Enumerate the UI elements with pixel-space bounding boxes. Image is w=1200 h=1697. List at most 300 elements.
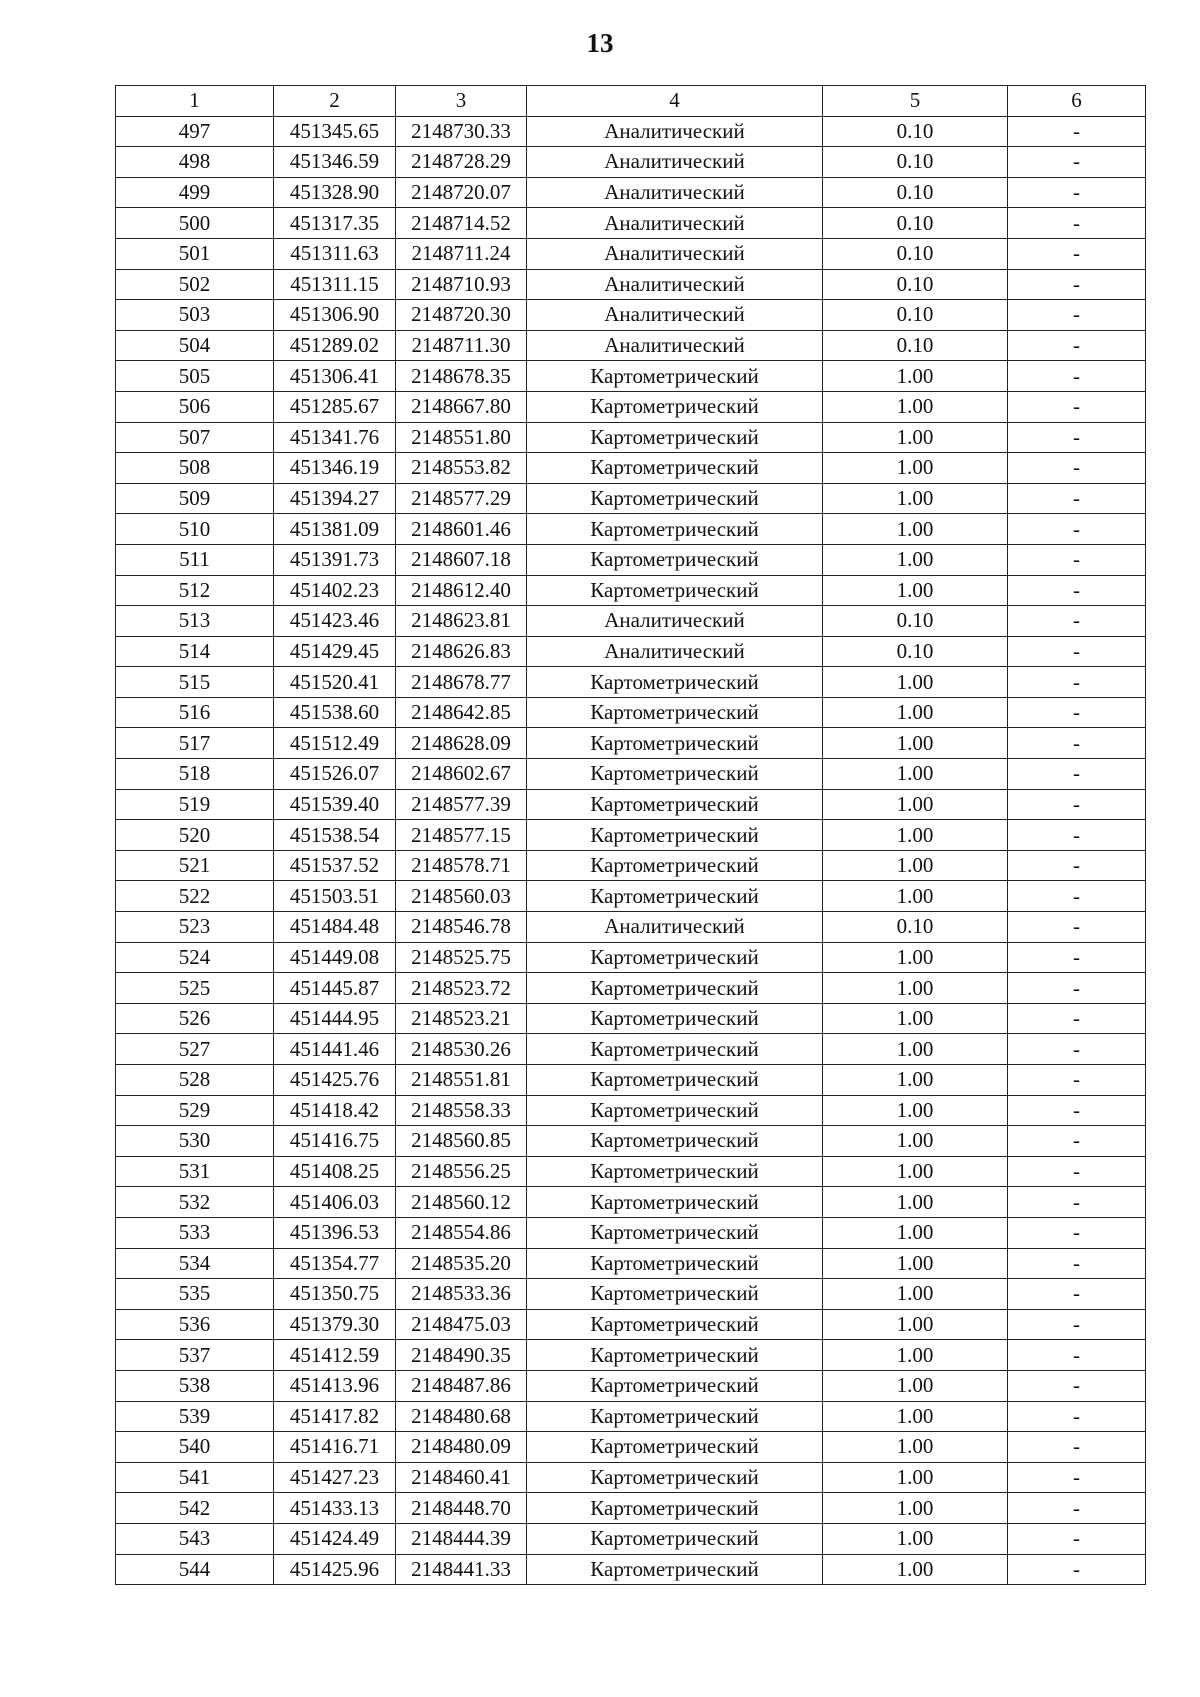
method-cell: Аналитический [527,208,823,239]
method-cell: Картометрический [527,1034,823,1065]
note-cell: - [1008,850,1146,881]
point-number-cell: 504 [116,330,274,361]
method-cell: Картометрический [527,973,823,1004]
accuracy-cell: 1.00 [823,391,1008,422]
table-row [116,1217,1146,1248]
method-cell: Картометрический [527,1126,823,1157]
method-cell: Картометрический [527,820,823,851]
point-number-cell: 529 [116,1095,274,1126]
accuracy-cell: 0.10 [823,636,1008,667]
accuracy-cell: 1.00 [823,422,1008,453]
note-cell: - [1008,269,1146,300]
point-number-cell: 542 [116,1493,274,1524]
point-number-cell: 501 [116,238,274,269]
accuracy-cell: 1.00 [823,759,1008,790]
table-row [116,330,1146,361]
note-cell: - [1008,453,1146,484]
column-header-2: 2 [274,86,396,117]
note-cell: - [1008,177,1146,208]
x-coordinate-cell: 451285.67 [274,391,396,422]
x-coordinate-cell: 451394.27 [274,483,396,514]
method-cell: Картометрический [527,759,823,790]
y-coordinate-cell: 2148535.20 [396,1248,527,1279]
accuracy-cell: 1.00 [823,697,1008,728]
table-row [116,177,1146,208]
accuracy-cell: 1.00 [823,1309,1008,1340]
table-row [116,1034,1146,1065]
point-number-cell: 525 [116,973,274,1004]
method-cell: Картометрический [527,391,823,422]
table-row [116,391,1146,422]
table-row [116,1309,1146,1340]
point-number-cell: 527 [116,1034,274,1065]
x-coordinate-cell: 451406.03 [274,1187,396,1218]
y-coordinate-cell: 2148678.35 [396,361,527,392]
coordinates-table [115,85,1146,1585]
method-cell: Аналитический [527,912,823,943]
note-cell: - [1008,1493,1146,1524]
y-coordinate-cell: 2148551.81 [396,1065,527,1096]
x-coordinate-cell: 451346.59 [274,147,396,178]
table-row [116,942,1146,973]
point-number-cell: 505 [116,361,274,392]
x-coordinate-cell: 451423.46 [274,606,396,637]
accuracy-cell: 0.10 [823,912,1008,943]
point-number-cell: 507 [116,422,274,453]
accuracy-cell: 1.00 [823,1493,1008,1524]
note-cell: - [1008,728,1146,759]
table-row [116,1095,1146,1126]
accuracy-cell: 0.10 [823,116,1008,147]
point-number-cell: 523 [116,912,274,943]
note-cell: - [1008,483,1146,514]
table-body [116,116,1146,1585]
method-cell: Картометрический [527,789,823,820]
y-coordinate-cell: 2148480.09 [396,1432,527,1463]
point-number-cell: 526 [116,1003,274,1034]
table-row [116,850,1146,881]
y-coordinate-cell: 2148711.30 [396,330,527,361]
accuracy-cell: 1.00 [823,1248,1008,1279]
point-number-cell: 522 [116,881,274,912]
point-number-cell: 506 [116,391,274,422]
note-cell: - [1008,820,1146,851]
accuracy-cell: 1.00 [823,1095,1008,1126]
y-coordinate-cell: 2148441.33 [396,1554,527,1585]
point-number-cell: 502 [116,269,274,300]
note-cell: - [1008,422,1146,453]
method-cell: Картометрический [527,544,823,575]
x-coordinate-cell: 451402.23 [274,575,396,606]
x-coordinate-cell: 451328.90 [274,177,396,208]
x-coordinate-cell: 451444.95 [274,1003,396,1034]
note-cell: - [1008,391,1146,422]
note-cell: - [1008,1462,1146,1493]
table-header [116,86,1146,117]
x-coordinate-cell: 451537.52 [274,850,396,881]
note-cell: - [1008,1126,1146,1157]
table-row [116,1401,1146,1432]
accuracy-cell: 1.00 [823,1523,1008,1554]
method-cell: Картометрический [527,850,823,881]
table-row [116,759,1146,790]
point-number-cell: 499 [116,177,274,208]
y-coordinate-cell: 2148577.39 [396,789,527,820]
method-cell: Аналитический [527,116,823,147]
method-cell: Аналитический [527,606,823,637]
x-coordinate-cell: 451317.35 [274,208,396,239]
point-number-cell: 497 [116,116,274,147]
note-cell: - [1008,147,1146,178]
method-cell: Картометрический [527,697,823,728]
note-cell: - [1008,1432,1146,1463]
note-cell: - [1008,1279,1146,1310]
accuracy-cell: 1.00 [823,789,1008,820]
method-cell: Картометрический [527,1003,823,1034]
method-cell: Картометрический [527,514,823,545]
method-cell: Картометрический [527,728,823,759]
table-row [116,238,1146,269]
y-coordinate-cell: 2148601.46 [396,514,527,545]
point-number-cell: 533 [116,1217,274,1248]
y-coordinate-cell: 2148490.35 [396,1340,527,1371]
x-coordinate-cell: 451345.65 [274,116,396,147]
note-cell: - [1008,300,1146,331]
point-number-cell: 503 [116,300,274,331]
table-row [116,422,1146,453]
column-header-6: 6 [1008,86,1146,117]
y-coordinate-cell: 2148714.52 [396,208,527,239]
y-coordinate-cell: 2148487.86 [396,1370,527,1401]
method-cell: Картометрический [527,1279,823,1310]
y-coordinate-cell: 2148553.82 [396,453,527,484]
accuracy-cell: 1.00 [823,1156,1008,1187]
point-number-cell: 528 [116,1065,274,1096]
y-coordinate-cell: 2148728.29 [396,147,527,178]
y-coordinate-cell: 2148720.07 [396,177,527,208]
accuracy-cell: 1.00 [823,1279,1008,1310]
table-row [116,116,1146,147]
method-cell: Картометрический [527,1156,823,1187]
x-coordinate-cell: 451289.02 [274,330,396,361]
point-number-cell: 518 [116,759,274,790]
table-row [116,1065,1146,1096]
table-row [116,1370,1146,1401]
x-coordinate-cell: 451416.71 [274,1432,396,1463]
x-coordinate-cell: 451445.87 [274,973,396,1004]
y-coordinate-cell: 2148554.86 [396,1217,527,1248]
accuracy-cell: 0.10 [823,147,1008,178]
note-cell: - [1008,238,1146,269]
y-coordinate-cell: 2148730.33 [396,116,527,147]
y-coordinate-cell: 2148711.24 [396,238,527,269]
x-coordinate-cell: 451418.42 [274,1095,396,1126]
x-coordinate-cell: 451381.09 [274,514,396,545]
accuracy-cell: 1.00 [823,1034,1008,1065]
table-row [116,606,1146,637]
y-coordinate-cell: 2148523.72 [396,973,527,1004]
x-coordinate-cell: 451424.49 [274,1523,396,1554]
y-coordinate-cell: 2148623.81 [396,606,527,637]
table-row [116,208,1146,239]
point-number-cell: 531 [116,1156,274,1187]
note-cell: - [1008,1187,1146,1218]
y-coordinate-cell: 2148556.25 [396,1156,527,1187]
method-cell: Аналитический [527,269,823,300]
note-cell: - [1008,881,1146,912]
accuracy-cell: 0.10 [823,208,1008,239]
x-coordinate-cell: 451311.63 [274,238,396,269]
accuracy-cell: 1.00 [823,361,1008,392]
x-coordinate-cell: 451391.73 [274,544,396,575]
method-cell: Картометрический [527,1217,823,1248]
table-row [116,1279,1146,1310]
y-coordinate-cell: 2148558.33 [396,1095,527,1126]
x-coordinate-cell: 451413.96 [274,1370,396,1401]
table-row [116,575,1146,606]
y-coordinate-cell: 2148628.09 [396,728,527,759]
note-cell: - [1008,1217,1146,1248]
y-coordinate-cell: 2148667.80 [396,391,527,422]
table-row [116,1493,1146,1524]
point-number-cell: 512 [116,575,274,606]
table-row [116,636,1146,667]
y-coordinate-cell: 2148678.77 [396,667,527,698]
note-cell: - [1008,116,1146,147]
note-cell: - [1008,789,1146,820]
point-number-cell: 524 [116,942,274,973]
table-row [116,1462,1146,1493]
x-coordinate-cell: 451425.96 [274,1554,396,1585]
method-cell: Картометрический [527,942,823,973]
y-coordinate-cell: 2148560.12 [396,1187,527,1218]
table-row [116,697,1146,728]
accuracy-cell: 0.10 [823,330,1008,361]
coordinates-table-container [115,85,1145,1585]
accuracy-cell: 1.00 [823,850,1008,881]
x-coordinate-cell: 451396.53 [274,1217,396,1248]
y-coordinate-cell: 2148612.40 [396,575,527,606]
table-row [116,881,1146,912]
point-number-cell: 516 [116,697,274,728]
y-coordinate-cell: 2148444.39 [396,1523,527,1554]
point-number-cell: 536 [116,1309,274,1340]
table-row [116,514,1146,545]
y-coordinate-cell: 2148607.18 [396,544,527,575]
point-number-cell: 534 [116,1248,274,1279]
note-cell: - [1008,606,1146,637]
x-coordinate-cell: 451512.49 [274,728,396,759]
x-coordinate-cell: 451538.60 [274,697,396,728]
x-coordinate-cell: 451306.41 [274,361,396,392]
point-number-cell: 517 [116,728,274,759]
x-coordinate-cell: 451484.48 [274,912,396,943]
method-cell: Картометрический [527,667,823,698]
y-coordinate-cell: 2148523.21 [396,1003,527,1034]
table-row [116,912,1146,943]
y-coordinate-cell: 2148448.70 [396,1493,527,1524]
note-cell: - [1008,208,1146,239]
page-number: 13 [586,28,614,58]
y-coordinate-cell: 2148525.75 [396,942,527,973]
note-cell: - [1008,1401,1146,1432]
x-coordinate-cell: 451425.76 [274,1065,396,1096]
note-cell: - [1008,514,1146,545]
point-number-cell: 543 [116,1523,274,1554]
method-cell: Картометрический [527,1554,823,1585]
table-row [116,1340,1146,1371]
point-number-cell: 535 [116,1279,274,1310]
accuracy-cell: 1.00 [823,1003,1008,1034]
method-cell: Аналитический [527,147,823,178]
table-row [116,1432,1146,1463]
accuracy-cell: 0.10 [823,606,1008,637]
column-header-3: 3 [396,86,527,117]
y-coordinate-cell: 2148720.30 [396,300,527,331]
y-coordinate-cell: 2148475.03 [396,1309,527,1340]
note-cell: - [1008,759,1146,790]
accuracy-cell: 1.00 [823,1462,1008,1493]
x-coordinate-cell: 451538.54 [274,820,396,851]
table-row [116,453,1146,484]
accuracy-cell: 1.00 [823,1340,1008,1371]
accuracy-cell: 1.00 [823,1370,1008,1401]
table-row [116,1554,1146,1585]
point-number-cell: 538 [116,1370,274,1401]
accuracy-cell: 1.00 [823,1217,1008,1248]
method-cell: Картометрический [527,575,823,606]
note-cell: - [1008,1095,1146,1126]
point-number-cell: 520 [116,820,274,851]
accuracy-cell: 1.00 [823,1126,1008,1157]
column-header-4: 4 [527,86,823,117]
point-number-cell: 539 [116,1401,274,1432]
x-coordinate-cell: 451412.59 [274,1340,396,1371]
table-row [116,789,1146,820]
method-cell: Картометрический [527,361,823,392]
x-coordinate-cell: 451503.51 [274,881,396,912]
accuracy-cell: 1.00 [823,973,1008,1004]
accuracy-cell: 1.00 [823,1432,1008,1463]
accuracy-cell: 0.10 [823,238,1008,269]
table-row [116,1003,1146,1034]
accuracy-cell: 0.10 [823,269,1008,300]
table-row [116,1156,1146,1187]
accuracy-cell: 1.00 [823,667,1008,698]
x-coordinate-cell: 451539.40 [274,789,396,820]
table-row [116,973,1146,1004]
x-coordinate-cell: 451346.19 [274,453,396,484]
point-number-cell: 521 [116,850,274,881]
x-coordinate-cell: 451441.46 [274,1034,396,1065]
x-coordinate-cell: 451311.15 [274,269,396,300]
note-cell: - [1008,912,1146,943]
accuracy-cell: 1.00 [823,514,1008,545]
method-cell: Картометрический [527,483,823,514]
table-row [116,300,1146,331]
x-coordinate-cell: 451350.75 [274,1279,396,1310]
y-coordinate-cell: 2148578.71 [396,850,527,881]
x-coordinate-cell: 451408.25 [274,1156,396,1187]
method-cell: Картометрический [527,1095,823,1126]
accuracy-cell: 1.00 [823,881,1008,912]
y-coordinate-cell: 2148577.15 [396,820,527,851]
method-cell: Картометрический [527,1309,823,1340]
y-coordinate-cell: 2148626.83 [396,636,527,667]
table-row [116,361,1146,392]
note-cell: - [1008,330,1146,361]
table-row [116,147,1146,178]
note-cell: - [1008,1309,1146,1340]
column-header-1: 1 [116,86,274,117]
header-row [116,86,1146,117]
method-cell: Картометрический [527,1248,823,1279]
table-row [116,1248,1146,1279]
x-coordinate-cell: 451520.41 [274,667,396,698]
x-coordinate-cell: 451416.75 [274,1126,396,1157]
x-coordinate-cell: 451433.13 [274,1493,396,1524]
table-row [116,1126,1146,1157]
point-number-cell: 537 [116,1340,274,1371]
accuracy-cell: 1.00 [823,1554,1008,1585]
note-cell: - [1008,667,1146,698]
method-cell: Картометрический [527,453,823,484]
x-coordinate-cell: 451306.90 [274,300,396,331]
point-number-cell: 540 [116,1432,274,1463]
method-cell: Аналитический [527,636,823,667]
x-coordinate-cell: 451449.08 [274,942,396,973]
point-number-cell: 541 [116,1462,274,1493]
accuracy-cell: 1.00 [823,453,1008,484]
point-number-cell: 515 [116,667,274,698]
point-number-cell: 544 [116,1554,274,1585]
method-cell: Картометрический [527,422,823,453]
method-cell: Картометрический [527,1523,823,1554]
table-row [116,728,1146,759]
y-coordinate-cell: 2148560.85 [396,1126,527,1157]
method-cell: Картометрический [527,1065,823,1096]
accuracy-cell: 1.00 [823,544,1008,575]
y-coordinate-cell: 2148460.41 [396,1462,527,1493]
method-cell: Картометрический [527,1462,823,1493]
y-coordinate-cell: 2148710.93 [396,269,527,300]
y-coordinate-cell: 2148577.29 [396,483,527,514]
table-row [116,820,1146,851]
accuracy-cell: 0.10 [823,300,1008,331]
note-cell: - [1008,697,1146,728]
table-row [116,544,1146,575]
note-cell: - [1008,1003,1146,1034]
point-number-cell: 511 [116,544,274,575]
y-coordinate-cell: 2148602.67 [396,759,527,790]
note-cell: - [1008,1065,1146,1096]
y-coordinate-cell: 2148642.85 [396,697,527,728]
note-cell: - [1008,1554,1146,1585]
method-cell: Картометрический [527,1401,823,1432]
table-row [116,667,1146,698]
point-number-cell: 530 [116,1126,274,1157]
y-coordinate-cell: 2148480.68 [396,1401,527,1432]
y-coordinate-cell: 2148533.36 [396,1279,527,1310]
x-coordinate-cell: 451429.45 [274,636,396,667]
note-cell: - [1008,942,1146,973]
x-coordinate-cell: 451354.77 [274,1248,396,1279]
accuracy-cell: 0.10 [823,177,1008,208]
x-coordinate-cell: 451427.23 [274,1462,396,1493]
accuracy-cell: 1.00 [823,1187,1008,1218]
accuracy-cell: 1.00 [823,1065,1008,1096]
point-number-cell: 519 [116,789,274,820]
